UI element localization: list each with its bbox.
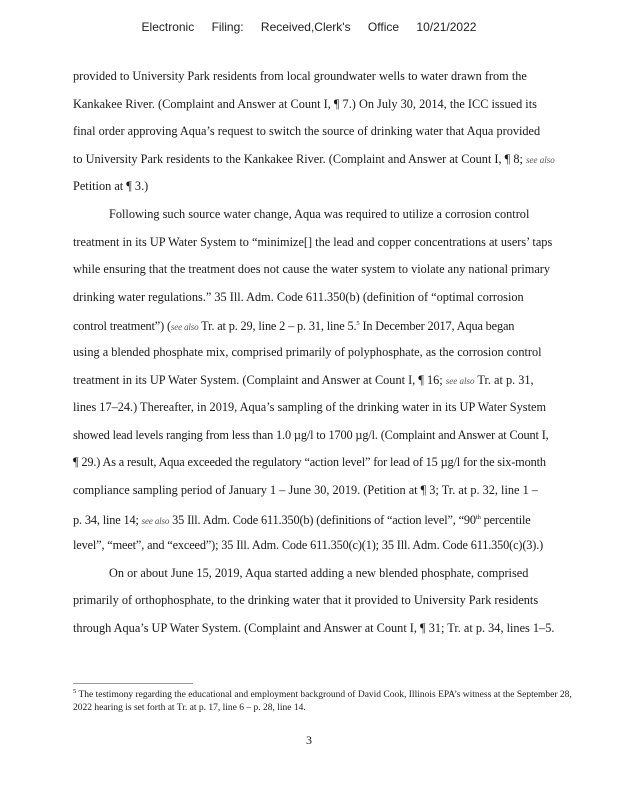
body-line: using a blended phosphate mix, comprised primarily of polyphosphate, as the corrosion control <box>73 344 542 359</box>
body-line <box>73 316 573 344</box>
see-also-signal: see also <box>170 322 199 333</box>
body-line: level”, “meet”, and “exceed”); 35 Ill. Adm. Code 611.350(c)(1); 35 Ill. Adm. Code 611.350(c)(3).) <box>73 538 544 553</box>
body-line: through Aqua’s UP Water System. (Complaint and Answer at Count I, ¶ 31; Tr. at p. 34, lines 1–5. <box>73 620 555 635</box>
header-office: Office <box>367 20 400 34</box>
body-line-text: percentile <box>480 512 531 527</box>
body-line: On or about June 15, 2019, Aqua started adding a new blended phosphate, comprised <box>109 565 529 580</box>
see-also-signal: see also <box>525 154 555 165</box>
body-line: lines 17–24.) Thereafter, in 2019, Aqua’s sampling of the drinking water in its UP Water System <box>73 400 547 415</box>
body-line: while ensuring that the treatment does not cause the water system to violate any national primary <box>73 262 551 277</box>
header-filing: Filing: <box>211 20 244 34</box>
footnote-text: The testimony regarding the educational and employment background of David Cook, Illinois EPA’s witness at the September 28, 2022 hearing is set forth at Tr. at p. 17, line 6 – p. 28, line 14. <box>73 690 572 713</box>
body-line-text: control treatment”) ( <box>73 319 171 334</box>
footnote-ref: 5 <box>356 320 360 328</box>
header-received: Received,Clerk's <box>260 20 351 34</box>
footnote <box>73 686 573 714</box>
body-line: treatment in its UP Water System to “minimize[] the lead and copper concentrations at users’ taps <box>73 234 553 249</box>
body-line: Following such source water change, Aqua was required to utilize a corrosion control <box>109 206 530 221</box>
body-line: provided to University Park residents from local groundwater wells to water drawn from the <box>73 69 527 83</box>
body-line-text: p. 34, line 14; <box>73 512 139 527</box>
footnote-divider <box>73 683 193 684</box>
filing-header <box>0 20 618 34</box>
body-line: Petition at ¶ 3.) <box>73 179 149 194</box>
tr-cite: Tr. at p. 29, line 2 – p. 31, line 5. <box>198 319 357 334</box>
body-line: showed lead levels ranging from less than 1.0 µg/l to 1700 µg/l. (Complaint and Answer at Count I, <box>73 427 549 442</box>
body-line: final order approving Aqua’s request to switch the source of drinking water that Aqua provided <box>73 124 541 139</box>
body-line <box>73 151 573 179</box>
see-also-signal: see also <box>445 375 475 386</box>
document-body <box>73 68 573 647</box>
see-also-signal: see also <box>141 515 170 526</box>
body-line-text: In December 2017, Aqua began <box>359 319 515 334</box>
body-line: compliance sampling period of January 1 – June 30, 2019. (Petition at ¶ 3; Tr. at p. 32, line 1 – <box>73 482 538 497</box>
header-date: 10/21/2022 <box>416 20 477 34</box>
body-line <box>73 372 573 400</box>
tr-cite: Tr. at p. 31, <box>474 372 534 387</box>
body-line-text: treatment in its UP Water System. (Complaint and Answer at Count I, ¶ 16; <box>73 372 443 387</box>
body-line: ¶ 29.) As a result, Aqua exceeded the regulatory “action level” for lead of 15 µg/l for the six-month <box>73 455 546 470</box>
body-line: primarily of orthophosphate, to the drinking water that it provided to University Park residents <box>73 593 539 608</box>
body-line-text: to University Park residents to the Kankakee River. (Complaint and Answer at Count I, ¶ 8; <box>73 151 523 166</box>
footnote-mark: 5 <box>73 688 77 695</box>
body-line <box>73 510 573 538</box>
page-number: 3 <box>306 733 312 747</box>
adm-code-cite: 35 Ill. Adm. Code 611.350(b) (definitions of “action level”, “90 <box>169 512 476 527</box>
body-line: drinking water regulations.” 35 Ill. Adm. Code 611.350(b) (definition of “optimal corrosion <box>73 289 524 304</box>
superscript-th: th <box>475 513 481 521</box>
header-electronic: Electronic <box>141 20 195 34</box>
body-line: Kankakee River. (Complaint and Answer at Count I, ¶ 7.) On July 30, 2014, the ICC issued its <box>73 96 537 111</box>
